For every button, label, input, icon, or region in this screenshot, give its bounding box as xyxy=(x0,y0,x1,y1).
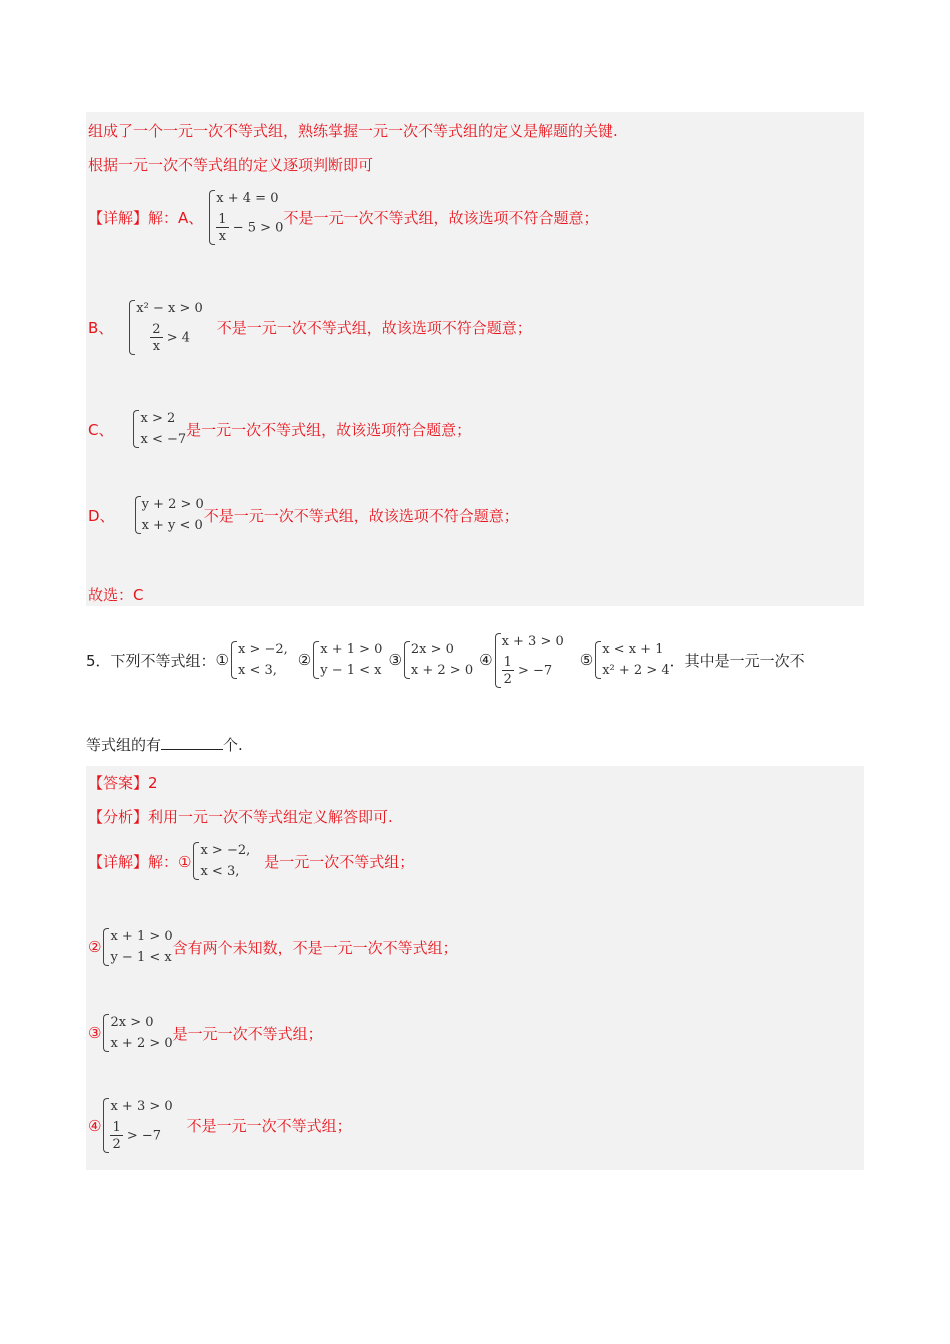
circled-4: ④ xyxy=(479,651,493,669)
option-b-label: B、 xyxy=(88,319,114,337)
denominator: 2 xyxy=(112,1137,121,1152)
system-row: x < x + 1 xyxy=(602,642,664,657)
system-row: 2x > 0 xyxy=(410,642,454,657)
question-5-line-1 xyxy=(86,620,805,700)
question-5-line-2 xyxy=(86,734,243,755)
question-line2-a: 等式组的有 xyxy=(86,736,162,754)
detail-system-1 xyxy=(191,840,250,882)
option-b-row xyxy=(88,298,532,357)
question-system-4 xyxy=(493,631,564,690)
circled-2: ② xyxy=(88,938,102,956)
detail-3-text: 是一元一次不等式组； xyxy=(172,1024,323,1043)
system-row: x > −2, xyxy=(200,843,251,858)
detail-1-text: 是一元一次不等式组； xyxy=(264,852,415,871)
detail-prefix: 解：A、 xyxy=(148,209,204,227)
fraction xyxy=(216,213,228,243)
system-row: x + 1 > 0 xyxy=(320,642,383,657)
option-d-text: 不是一元一次不等式组，故该选项不符合题意； xyxy=(203,506,519,525)
numerator: 1 xyxy=(112,1120,121,1135)
numerator: 1 xyxy=(503,654,512,670)
detail-2-text: 含有两个未知数，不是一元一次不等式组； xyxy=(172,938,458,957)
solution-box-2 xyxy=(86,766,864,1170)
circled-5: ⑤ xyxy=(579,651,594,669)
question-system-2 xyxy=(311,639,382,681)
system-row xyxy=(502,652,564,690)
question-system-1 xyxy=(229,639,288,681)
detail-row-3 xyxy=(88,1012,323,1054)
detail-4-text: 不是一元一次不等式组； xyxy=(186,1117,352,1135)
fraction xyxy=(150,323,162,353)
text-line-2: 根据一元一次不等式组的定义逐项判断即可 xyxy=(88,156,374,174)
text-line-1: 组成了一个一元一次不等式组，熟练掌握一元一次不等式组的定义是解题的关键. xyxy=(88,122,618,140)
detail-row-4 xyxy=(88,1096,352,1155)
option-c-row xyxy=(88,408,471,450)
detail-prefix: 解：① xyxy=(148,852,192,871)
system-row: 2x > 0 xyxy=(110,1015,154,1030)
option-a-row xyxy=(88,188,598,247)
system-row: x + 2 > 0 xyxy=(110,1036,173,1051)
denominator: x xyxy=(152,339,161,354)
system-row xyxy=(110,1117,172,1155)
detail-system-3 xyxy=(101,1012,172,1054)
answer-row xyxy=(88,772,158,793)
analysis-text: 利用一元一次不等式组定义解答即可. xyxy=(148,808,393,826)
detail-tag: 【详解】 xyxy=(88,852,149,871)
solution-box-1 xyxy=(86,112,864,606)
system-row: x + 3 > 0 xyxy=(501,633,564,649)
system-a-row-2 xyxy=(216,209,283,247)
expr-rest: > −7 xyxy=(126,1128,162,1144)
detail-system-2 xyxy=(101,926,172,968)
system-row: x + 2 > 0 xyxy=(410,663,474,678)
question-system-3 xyxy=(402,639,473,681)
system-d-row-1: y + 2 > 0 xyxy=(141,497,204,512)
system-row: y − 1 < x xyxy=(110,950,172,965)
system-row: x > −2, xyxy=(238,642,288,657)
answer-tag: 【答案】 xyxy=(88,774,149,792)
system-d xyxy=(133,494,204,536)
system-b xyxy=(127,298,202,357)
answer-blank[interactable] xyxy=(161,735,223,750)
circled-3: ③ xyxy=(88,1024,102,1042)
expr-rest: − 5 > 0 xyxy=(232,220,284,236)
option-c-label: C、 xyxy=(88,420,114,439)
system-a-row-1: x + 4 = 0 xyxy=(216,191,279,206)
system-a xyxy=(207,188,283,247)
circled-3: ③ xyxy=(388,651,402,669)
detail-system-4 xyxy=(101,1096,172,1155)
detail-row-1 xyxy=(88,840,414,882)
analysis-tag: 【分析】 xyxy=(88,808,149,826)
system-row: x² + 2 > 4 xyxy=(602,663,670,678)
detail-tag: 【详解】 xyxy=(88,209,149,227)
option-c-text: 是一元一次不等式组，故该选项符合题意； xyxy=(186,420,472,439)
analysis-row xyxy=(88,806,393,827)
option-b-text: 不是一元一次不等式组，故该选项不符合题意； xyxy=(216,319,532,337)
system-c-row-1: x > 2 xyxy=(140,411,176,426)
circled-2: ② xyxy=(297,651,312,669)
fraction xyxy=(110,1121,122,1151)
system-c xyxy=(131,408,186,450)
circled-4: ④ xyxy=(88,1116,102,1135)
answer-value: 2 xyxy=(148,773,158,792)
denominator: x xyxy=(218,229,227,244)
system-c-row-2: x < −7 xyxy=(140,432,187,447)
option-a-text: 不是一元一次不等式组，故该选项不符合题意； xyxy=(283,209,599,227)
system-row: x < 3, xyxy=(238,663,277,678)
circled-1: ① xyxy=(215,651,229,669)
system-row: x + 3 > 0 xyxy=(110,1099,173,1114)
denominator: 2 xyxy=(503,671,512,687)
question-system-5 xyxy=(593,639,669,681)
question-line2-b: 个. xyxy=(223,736,243,754)
expr-rest: > 4 xyxy=(166,330,191,346)
expr-rest: > −7 xyxy=(517,663,553,678)
question-suffix: ．其中是一元一次不 xyxy=(669,651,805,670)
system-row: x + 1 > 0 xyxy=(110,929,173,944)
system-b-row-1: x² − x > 0 xyxy=(136,301,203,316)
system-b-row-2 xyxy=(136,319,202,357)
system-d-row-2: x + y < 0 xyxy=(141,518,203,533)
final-choice: 故选：C xyxy=(88,586,144,604)
system-row: y − 1 < x xyxy=(320,663,382,678)
numerator: 2 xyxy=(152,322,161,337)
numerator: 1 xyxy=(218,212,227,227)
option-d-label: D、 xyxy=(88,506,115,525)
detail-row-2 xyxy=(88,926,458,968)
fraction xyxy=(502,656,514,686)
option-d-row xyxy=(88,494,519,536)
system-row: x < 3, xyxy=(200,864,240,879)
question-prefix: 5．下列不等式组： xyxy=(86,651,216,670)
